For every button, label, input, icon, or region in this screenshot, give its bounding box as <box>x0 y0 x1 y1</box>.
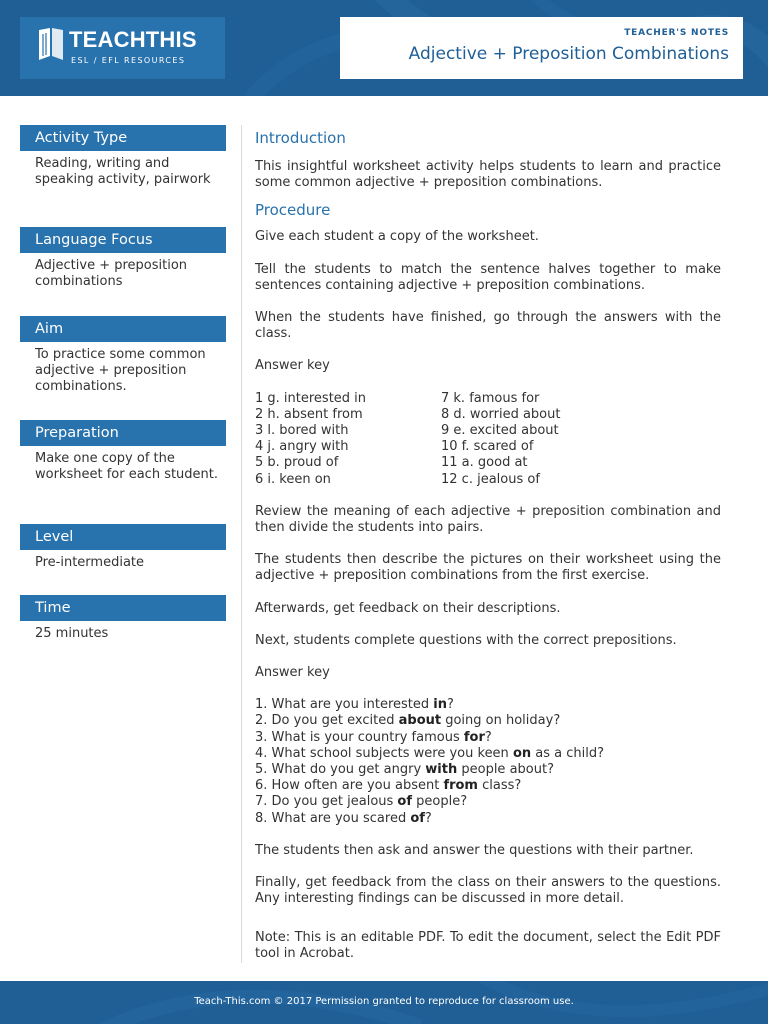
question-item: 4. What school subjects were you keen on as a child? <box>255 745 604 761</box>
answer-key-label: Answer key <box>255 665 330 681</box>
procedure-step: The students then describe the pictures on their worksheet using the adjective + preposition combinations from the first exercise. <box>255 552 721 584</box>
answer-item: 4 j. angry with <box>255 439 349 455</box>
footer-copyright: Teach-This.com © 2017 Permission granted to reproduce for classroom use. <box>194 996 574 1007</box>
procedure-step: Tell the students to match the sentence halves together to make sentences containing adjective + preposition combinations. <box>255 261 721 293</box>
sidebar-text: 25 minutes <box>35 626 109 641</box>
procedure-step: Next, students complete questions with the correct prepositions. <box>255 632 677 648</box>
procedure-step: Afterwards, get feedback on their descriptions. <box>255 600 561 616</box>
sidebar-section-aim <box>20 316 226 420</box>
intro-text: This insightful worksheet activity helps students to learn and practice some common adjective + preposition combinations. <box>255 159 721 191</box>
question-item: 7. Do you get jealous of people? <box>255 794 468 810</box>
procedure-heading: Procedure <box>255 201 331 220</box>
procedure-step: Give each student a copy of the worksheet. <box>255 229 539 245</box>
sidebar-text: Make one copy of the worksheet for each student. <box>35 451 219 483</box>
brand-tagline: ESL / EFL RESOURCES <box>71 56 186 65</box>
answer-item: 12 c. jealous of <box>441 471 540 487</box>
brand-name: TEACHTHIS <box>69 27 197 52</box>
footer-banner <box>0 981 768 1024</box>
sidebar-heading: Preparation <box>20 420 226 446</box>
column-divider <box>241 125 242 963</box>
header-banner <box>0 0 768 96</box>
question-item: 2. Do you get excited about going on holiday? <box>255 713 561 729</box>
sidebar-heading: Level <box>20 524 226 550</box>
sidebar-text: To practice some common adjective + preposition combinations. <box>35 347 206 395</box>
sidebar-section-preparation <box>20 420 226 524</box>
sidebar-section-activity-type <box>20 125 226 227</box>
procedure-step: Finally, get feedback from the class on their answers to the questions. Any interesting findings can be discussed in more detail. <box>255 875 721 907</box>
answer-item: 1 g. interested in <box>255 390 367 406</box>
sidebar-text: Reading, writing and speaking activity, pairwork <box>35 156 211 188</box>
question-item: 3. What is your country famous for? <box>255 729 492 745</box>
answer-key-label: Answer key <box>255 358 330 374</box>
answer-item: 5 b. proud of <box>255 455 339 471</box>
book-icon <box>36 26 66 64</box>
procedure-step: The students then ask and answer the questions with their partner. <box>255 842 694 858</box>
sidebar <box>20 125 226 642</box>
intro-heading: Introduction <box>255 129 346 147</box>
notes-label: TEACHER'S NOTES <box>624 28 729 38</box>
procedure-step: When the students have finished, go through the answers with the class. <box>255 310 721 342</box>
answer-item: 9 e. excited about <box>441 423 559 439</box>
sidebar-section-time <box>20 595 226 642</box>
sidebar-text: Pre-intermediate <box>35 555 145 570</box>
sidebar-heading: Time <box>20 595 226 621</box>
answer-item: 8 d. worried about <box>441 406 561 422</box>
question-item: 8. What are you scared of? <box>255 810 432 826</box>
answer-item: 10 f. scared of <box>441 439 534 455</box>
question-list <box>255 697 721 827</box>
answer-item: 2 h. absent from <box>255 406 363 422</box>
answer-item: 7 k. famous for <box>441 390 540 406</box>
answer-item: 11 a. good at <box>441 455 528 471</box>
question-item: 1. What are you interested in? <box>255 697 454 713</box>
answer-item: 6 i. keen on <box>255 471 331 487</box>
procedure-step: Review the meaning of each adjective + preposition combination and then divide the students into pairs. <box>255 503 721 536</box>
sidebar-section-level <box>20 524 226 595</box>
question-item: 6. How often are you absent from class? <box>255 778 522 794</box>
teachthis-logo[interactable] <box>20 17 225 79</box>
page-title: Adjective + Preposition Combinations <box>408 44 729 64</box>
sidebar-heading: Language Focus <box>20 227 226 253</box>
sidebar-heading: Aim <box>20 316 226 342</box>
answer-item: 3 l. bored with <box>255 423 349 439</box>
sidebar-text: Adjective + preposition combinations <box>35 258 188 290</box>
sidebar-heading: Activity Type <box>20 125 226 151</box>
question-item: 5. What do you get angry with people about? <box>255 762 554 778</box>
answer-key-grid <box>255 391 721 488</box>
main-content <box>255 128 721 962</box>
sidebar-section-language-focus <box>20 227 226 316</box>
editable-note: Note: This is an editable PDF. To edit the document, select the Edit PDF tool in Acrobat. <box>255 929 721 961</box>
title-box <box>340 17 743 79</box>
